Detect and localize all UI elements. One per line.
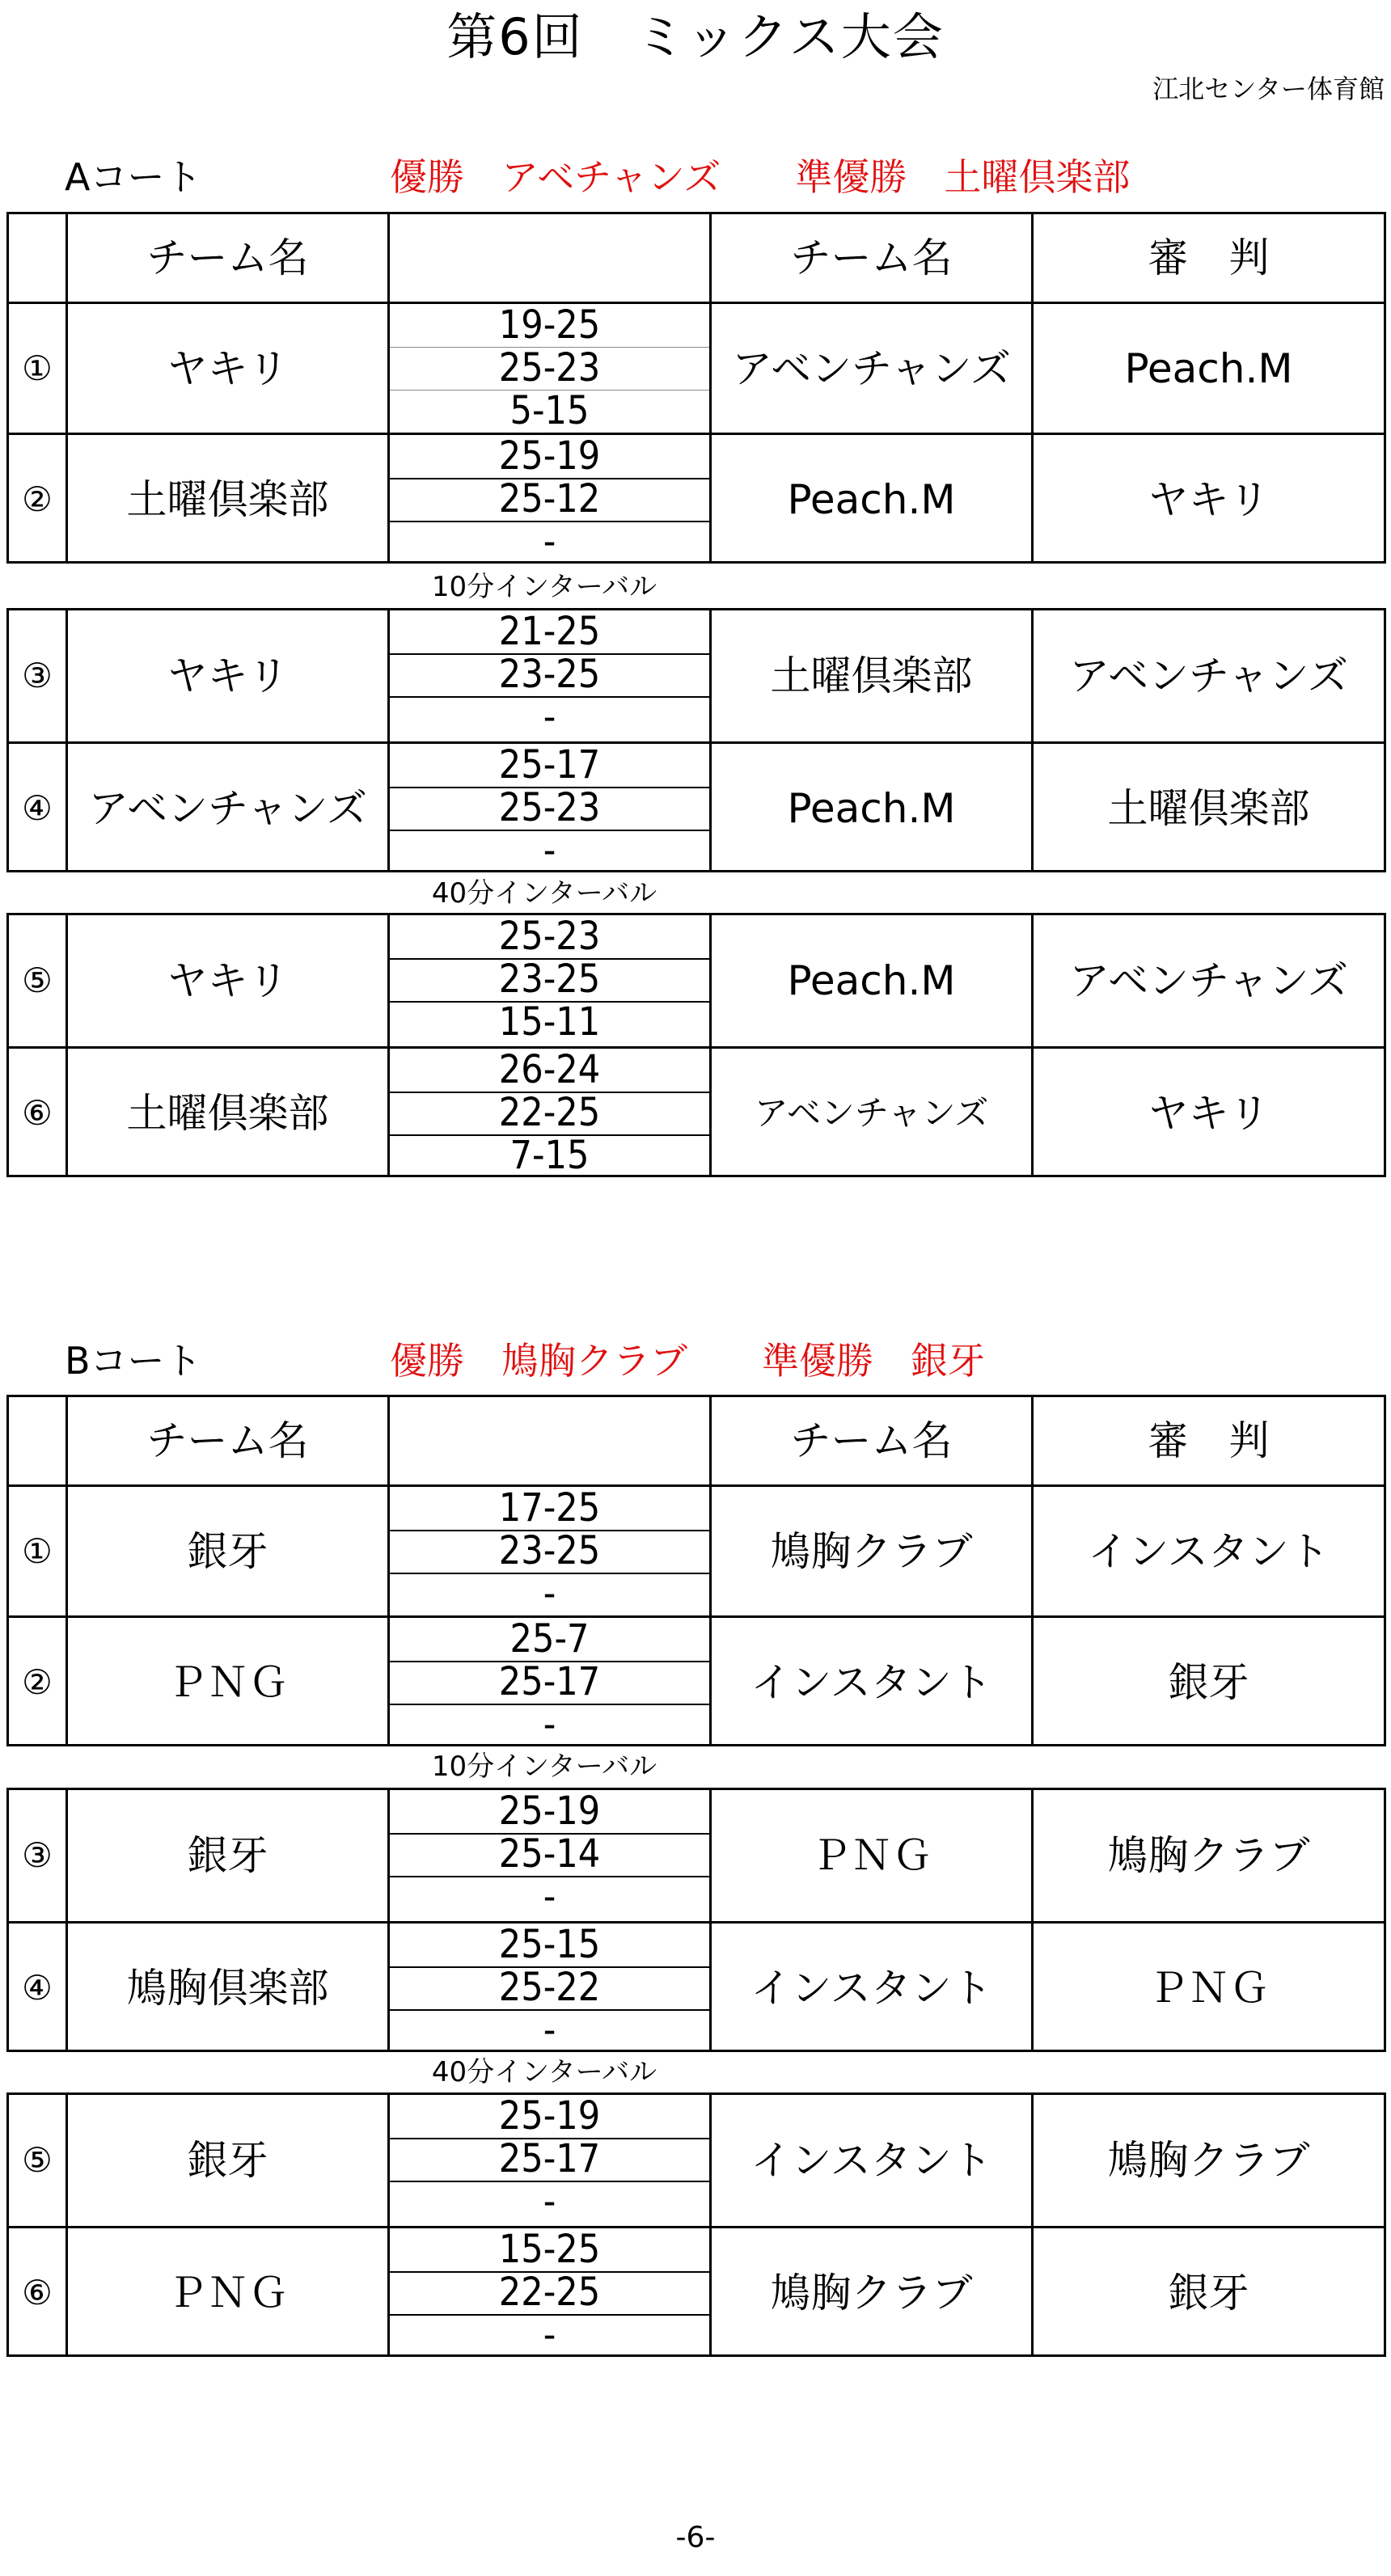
score-column	[387, 1790, 709, 1921]
set-score: 22-25	[390, 1092, 709, 1136]
page-number: -6-	[675, 2521, 716, 2554]
set-score: 25-17	[390, 2138, 709, 2182]
set-score: -	[543, 2008, 556, 2053]
referee-name: 銀牙	[1031, 2228, 1384, 2357]
set-score: 25-23	[390, 915, 709, 960]
set-score: 7-15	[509, 1133, 590, 1178]
set-score: 15-25	[390, 2228, 709, 2273]
set-score: 25-23	[390, 787, 709, 831]
referee-name: 土曜倶楽部	[1031, 744, 1384, 872]
team2-name: ＰＮＧ	[709, 1790, 1031, 1921]
match-number: ④	[22, 1967, 53, 2008]
match-row	[9, 1790, 1384, 1921]
team2-name: 土曜倶楽部	[709, 610, 1031, 741]
set-score: 25-19	[390, 435, 709, 479]
header-cell-team1: チーム名	[66, 1397, 387, 1484]
referee-name: 鳩胸クラブ	[1031, 2095, 1384, 2226]
match-number: ①	[22, 348, 53, 388]
interval-label: 10分インターバル	[431, 1750, 657, 1783]
team2-name: アベンチャンズ	[709, 1049, 1031, 1177]
set-score: 19-25	[390, 304, 709, 348]
venue-label: 江北センター体育館	[1152, 74, 1385, 104]
score-column	[387, 1049, 709, 1177]
court-header	[65, 1334, 1375, 1386]
score-column	[387, 1618, 709, 1746]
referee-name: インスタント	[1031, 1487, 1384, 1615]
team2-name: Peach.M	[709, 915, 1031, 1046]
header-row	[9, 1397, 1384, 1484]
match-row	[9, 2226, 1384, 2357]
match-row	[9, 1046, 1384, 1177]
score-column	[387, 915, 709, 1046]
set-score: -	[543, 2312, 556, 2358]
team1-name: 銀牙	[66, 2095, 387, 2226]
header-cell-score	[387, 1397, 709, 1484]
header-cell-team2: チーム名	[709, 1397, 1031, 1484]
header-cell-no	[9, 214, 66, 302]
team1-name: 土曜倶楽部	[66, 1049, 387, 1177]
header-cell-team1: チーム名	[66, 214, 387, 302]
team1-name: 銀牙	[66, 1487, 387, 1615]
match-row	[9, 1484, 1384, 1615]
set-score: -	[543, 695, 556, 740]
set-score: 25-19	[390, 2095, 709, 2139]
interval-label: 40分インターバル	[431, 2056, 657, 2088]
match-number: ③	[22, 656, 53, 695]
team2-name: インスタント	[709, 1924, 1031, 2052]
set-score: 5-15	[509, 388, 590, 433]
page-title: 第6回 ミックス大会	[446, 7, 945, 66]
match-table	[6, 2092, 1386, 2357]
match-row	[9, 302, 1384, 433]
team1-name: ヤキリ	[66, 304, 387, 433]
team2-name: アベンチャンズ	[709, 304, 1031, 433]
set-score: -	[543, 2179, 556, 2224]
match-row	[9, 915, 1384, 1046]
set-score: 23-25	[390, 653, 709, 698]
referee-name: アベンチャンズ	[1031, 610, 1384, 741]
team2-name: Peach.M	[709, 435, 1031, 564]
score-column	[387, 744, 709, 872]
set-score: 25-15	[390, 1924, 709, 1968]
set-score: 26-24	[390, 1049, 709, 1093]
set-score: -	[543, 519, 556, 564]
set-score: 25-17	[390, 744, 709, 788]
match-number: ③	[22, 1835, 53, 1875]
match-number: ②	[22, 479, 53, 519]
team1-name: ヤキリ	[66, 610, 387, 741]
header-cell-team2: チーム名	[709, 214, 1031, 302]
interval-label: 10分インターバル	[431, 571, 657, 603]
team1-name: 鳩胸倶楽部	[66, 1924, 387, 2052]
score-column	[387, 2228, 709, 2357]
set-score: 25-7	[390, 1618, 709, 1662]
match-number: ⑤	[22, 961, 53, 1000]
team2-name: 鳩胸クラブ	[709, 1487, 1031, 1615]
match-number: ①	[22, 1531, 53, 1571]
match-row	[9, 1615, 1384, 1746]
match-table	[6, 1395, 1386, 1746]
referee-name: ＰＮＧ	[1031, 1924, 1384, 2052]
score-column	[387, 304, 709, 433]
referee-name: 銀牙	[1031, 1618, 1384, 1746]
score-column	[387, 1924, 709, 2052]
set-score: 25-12	[390, 478, 709, 522]
set-score: 25-17	[390, 1661, 709, 1705]
interval-label: 40分インターバル	[431, 877, 657, 910]
match-row	[9, 741, 1384, 872]
set-score: 17-25	[390, 1487, 709, 1531]
match-number: ⑥	[22, 1092, 53, 1133]
court-header	[65, 150, 1375, 202]
set-score: -	[543, 1702, 556, 1747]
header-row	[9, 214, 1384, 302]
team1-name: ヤキリ	[66, 915, 387, 1046]
match-table	[6, 913, 1386, 1177]
match-row	[9, 610, 1384, 741]
match-number: ④	[22, 788, 53, 828]
set-score: 15-11	[498, 999, 601, 1045]
referee-name: ヤキリ	[1031, 1049, 1384, 1177]
team2-name: Peach.M	[709, 744, 1031, 872]
team2-name: インスタント	[709, 2095, 1031, 2226]
match-table	[6, 212, 1386, 564]
set-score: 22-25	[390, 2271, 709, 2316]
team2-name: 鳩胸クラブ	[709, 2228, 1031, 2357]
header-cell-referee: 審 判	[1031, 214, 1384, 302]
set-score: 23-25	[390, 1530, 709, 1574]
match-row	[9, 1921, 1384, 2052]
court-results: 優勝 鳩胸クラブ 準優勝 銀牙	[390, 1339, 985, 1383]
set-score: -	[543, 828, 556, 873]
header-cell-no	[9, 1397, 66, 1484]
header-cell-score	[387, 214, 709, 302]
match-row	[9, 433, 1384, 564]
team1-name: ＰＮＧ	[66, 2228, 387, 2357]
referee-name: ヤキリ	[1031, 435, 1384, 564]
match-table	[6, 608, 1386, 872]
set-score: 25-19	[390, 1790, 709, 1835]
referee-name: 鳩胸クラブ	[1031, 1790, 1384, 1921]
set-score: -	[543, 1571, 556, 1616]
court-results: 優勝 アベチャンズ 準優勝 土曜倶楽部	[390, 155, 1131, 199]
set-score: 23-25	[390, 958, 709, 1003]
referee-name: Peach.M	[1031, 304, 1384, 433]
score-column	[387, 2095, 709, 2226]
set-score: 25-14	[390, 1833, 709, 1877]
team1-name: アベンチャンズ	[66, 744, 387, 872]
score-column	[387, 435, 709, 564]
match-number: ⑤	[22, 2140, 53, 2180]
match-row	[9, 2095, 1384, 2226]
score-column	[387, 610, 709, 741]
team1-name: ＰＮＧ	[66, 1618, 387, 1746]
set-score: 21-25	[390, 610, 709, 655]
set-score: -	[543, 1874, 556, 1919]
score-column	[387, 1487, 709, 1615]
match-table	[6, 1788, 1386, 2052]
match-number: ⑥	[22, 2272, 53, 2312]
referee-name: アベンチャンズ	[1031, 915, 1384, 1046]
team1-name: 土曜倶楽部	[66, 435, 387, 564]
court-label: Bコート	[65, 1339, 202, 1383]
header-cell-referee: 審 判	[1031, 1397, 1384, 1484]
team1-name: 銀牙	[66, 1790, 387, 1921]
match-number: ②	[22, 1662, 53, 1702]
set-score: 25-22	[390, 1966, 709, 2011]
court-label: Aコート	[65, 155, 202, 199]
set-score: 25-23	[390, 347, 709, 391]
team2-name: インスタント	[709, 1618, 1031, 1746]
